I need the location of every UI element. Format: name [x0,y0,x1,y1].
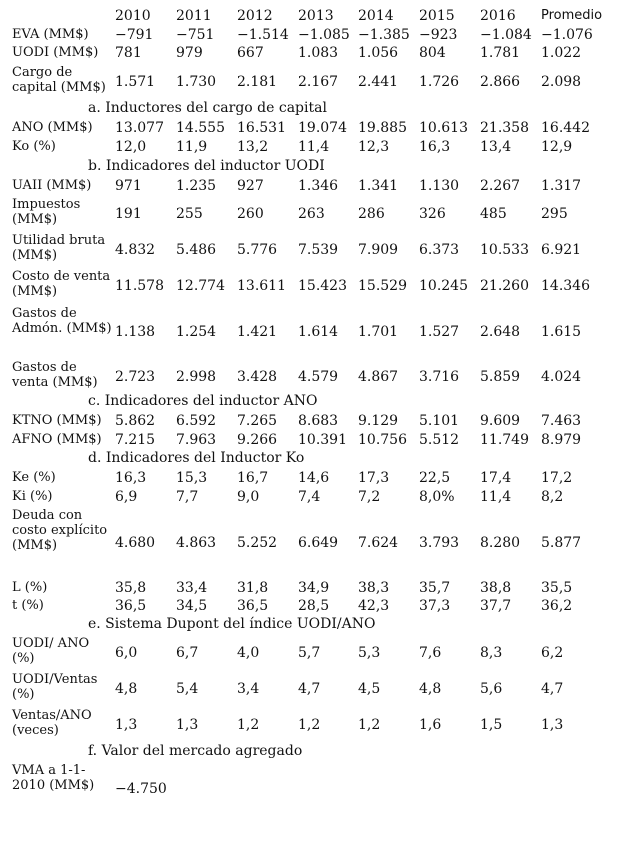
value-cell: 2.441 [358,74,399,90]
section-heading: d. Indicadores del Inductor Ko [88,450,305,466]
value-cell: 11.749 [480,432,529,448]
average-cell: 1.022 [541,45,582,61]
value-cell: 979 [176,45,203,61]
row-ktno-mm [0,412,617,430]
value-cell: 12,3 [358,139,390,155]
value-cell: 35,7 [419,580,451,596]
row-label: t (%) [12,598,44,613]
value-cell: 4.832 [115,242,156,258]
value-cell: 37,3 [419,598,451,614]
row-cargo-de-capital-mm [0,64,617,100]
row-afno-mm [0,431,617,449]
value-cell: 9.609 [480,413,521,429]
value-cell: −4.750 [115,781,167,797]
value-cell: 5.512 [419,432,460,448]
value-cell: 1.726 [419,74,460,90]
average-cell: 2.098 [541,74,582,90]
value-cell: 6.373 [419,242,460,258]
value-cell: 1,2 [298,717,321,733]
value-cell: 5.859 [480,369,521,385]
value-cell: 1.254 [176,324,217,340]
value-cell: 1.730 [176,74,217,90]
row-costo-de-venta-mm [0,268,617,304]
year-header: 2012 [237,8,273,24]
value-cell: 1,5 [480,717,503,733]
year-header: 2013 [298,8,334,24]
value-cell: 35,8 [115,580,147,596]
row-vma-a-1-1-2010-mm [0,762,617,816]
value-cell: 38,8 [480,580,512,596]
value-cell: 42,3 [358,598,390,614]
section-heading: b. Indicadores del inductor UODI [88,158,325,174]
row-label: L (%) [12,580,48,595]
value-cell: 2.998 [176,369,217,385]
row-label: UODI (MM$) [12,45,99,60]
value-cell: 2.723 [115,369,156,385]
value-cell: 781 [115,45,142,61]
value-cell: 5.252 [237,535,278,551]
value-cell: 4.680 [115,535,156,551]
value-cell: 4.579 [298,369,339,385]
section-heading: e. Sistema Dupont del índice UODI/ANO [88,616,376,632]
value-cell: 2.267 [480,178,521,194]
value-cell: 4.867 [358,369,399,385]
value-cell: −923 [419,27,458,43]
row-utilidad-bruta-mm [0,232,617,268]
value-cell: 6.592 [176,413,217,429]
row-label: Deuda con costo explícito (MM$) [12,508,108,553]
value-cell: 10.245 [419,278,468,294]
year-header: 2010 [115,8,151,24]
value-cell: 804 [419,45,446,61]
value-cell: 1.235 [176,178,217,194]
row-label: KTNO (MM$) [12,413,102,428]
value-cell: 3,4 [237,681,260,697]
row-label: Cargo de capital (MM$) [12,65,106,95]
row-uodi-ventas [0,671,617,707]
value-cell: 1,3 [176,717,199,733]
value-cell: 12,0 [115,139,147,155]
value-cell: 1.614 [298,324,339,340]
average-cell: 36,2 [541,598,573,614]
average-cell: 16.442 [541,120,590,136]
value-cell: 1.346 [298,178,339,194]
value-cell: 13,2 [237,139,269,155]
value-cell: 1.083 [298,45,339,61]
value-cell: 2.866 [480,74,521,90]
header-row [0,8,617,26]
value-cell: 7,2 [358,489,381,505]
row-ventas-ano-veces [0,707,617,743]
row-ke [0,469,617,487]
value-cell: 971 [115,178,142,194]
value-cell: 6,7 [176,645,199,661]
section-heading: a. Inductores del cargo de capital [88,100,327,116]
value-cell: 15.423 [298,278,347,294]
row-ko [0,138,617,156]
row-gastos-de-admon-mm [0,305,617,359]
value-cell: 8,0% [419,489,455,505]
value-cell: 485 [480,206,507,222]
value-cell: 7,7 [176,489,199,505]
value-cell: 36,5 [115,598,147,614]
row-label: EVA (MM$) [12,27,89,42]
value-cell: 14.555 [176,120,225,136]
value-cell: 1.341 [358,178,399,194]
year-header: 2011 [176,8,212,24]
value-cell: 11,4 [480,489,512,505]
average-cell: 14.346 [541,278,590,294]
value-cell: 13.611 [237,278,286,294]
value-cell: 7.624 [358,535,399,551]
row-l [0,579,617,597]
value-cell: 1,2 [358,717,381,733]
value-cell: 667 [237,45,264,61]
value-cell: 263 [298,206,325,222]
value-cell: 16.531 [237,120,286,136]
value-cell: −1.084 [480,27,532,43]
value-cell: 19.885 [358,120,407,136]
value-cell: 1.138 [115,324,156,340]
row-label: Impuestos (MM$) [12,197,81,227]
value-cell: 1,3 [115,717,138,733]
value-cell: 1.421 [237,324,278,340]
value-cell: 13.077 [115,120,164,136]
value-cell: 1,2 [237,717,260,733]
average-cell: 6,2 [541,645,564,661]
value-cell: 5.862 [115,413,156,429]
row-t [0,597,617,615]
row-uodi-mm [0,44,617,62]
value-cell: 927 [237,178,264,194]
average-cell: 17,2 [541,470,573,486]
section-heading: c. Indicadores del inductor ANO [88,393,318,409]
value-cell: 4,0 [237,645,260,661]
value-cell: 9,0 [237,489,260,505]
value-cell: 326 [419,206,446,222]
row-label: Ke (%) [12,470,56,485]
value-cell: 7.909 [358,242,399,258]
value-cell: 11.578 [115,278,164,294]
average-cell: 1,3 [541,717,564,733]
row-label: UODI/ ANO (%) [12,636,90,666]
value-cell: 1.701 [358,324,399,340]
value-cell: 4,5 [358,681,381,697]
value-cell: 38,3 [358,580,390,596]
value-cell: 1,6 [419,717,442,733]
value-cell: 11,9 [176,139,208,155]
value-cell: 13,4 [480,139,512,155]
row-label: ANO (MM$) [12,120,93,135]
value-cell: 5.776 [237,242,278,258]
row-label: Ventas/ANO (veces) [12,708,92,738]
average-cell: 8.979 [541,432,582,448]
average-cell: 4,7 [541,681,564,697]
value-cell: 10.533 [480,242,529,258]
average-cell: 5.877 [541,535,582,551]
row-label: UODI/Ventas (%) [12,672,98,702]
value-cell: 6.649 [298,535,339,551]
value-cell: −791 [115,27,154,43]
value-cell: 7.215 [115,432,156,448]
row-label: Ki (%) [12,489,53,504]
row-label: Costo de venta (MM$) [12,269,111,299]
value-cell: 34,9 [298,580,330,596]
value-cell: 5.101 [419,413,460,429]
value-cell: 10.756 [358,432,407,448]
row-gastos-de-venta-mm [0,359,617,395]
value-cell: 4,7 [298,681,321,697]
value-cell: 8,3 [480,645,503,661]
value-cell: 5,7 [298,645,321,661]
row-label: VMA a 1-1-2010 (MM$) [12,763,95,793]
value-cell: 14,6 [298,470,330,486]
value-cell: 8.683 [298,413,339,429]
row-label: Utilidad bruta (MM$) [12,233,106,263]
value-cell: 16,3 [115,470,147,486]
row-uaii-mm [0,177,617,195]
value-cell: 260 [237,206,264,222]
value-cell: 255 [176,206,203,222]
value-cell: 1.130 [419,178,460,194]
value-cell: −1.385 [358,27,410,43]
average-cell: −1.076 [541,27,593,43]
value-cell: 6,0 [115,645,138,661]
value-cell: 22,5 [419,470,451,486]
value-cell: 1.781 [480,45,521,61]
value-cell: 5,6 [480,681,503,697]
value-cell: 17,3 [358,470,390,486]
row-eva-mm [0,26,617,44]
value-cell: 19.074 [298,120,347,136]
average-cell: 8,2 [541,489,564,505]
row-label: Gastos de venta (MM$) [12,360,98,390]
value-cell: 16,3 [419,139,451,155]
value-cell: 31,8 [237,580,269,596]
value-cell: 4,8 [419,681,442,697]
row-label: UAII (MM$) [12,178,92,193]
average-cell: 6.921 [541,242,582,258]
average-cell: 1.615 [541,324,582,340]
average-cell: 4.024 [541,369,582,385]
row-uodi-ano [0,635,617,671]
row-impuestos-mm [0,196,617,232]
value-cell: −1.514 [237,27,289,43]
value-cell: 7,6 [419,645,442,661]
value-cell: −1.085 [298,27,350,43]
average-header: Promedio [541,8,603,23]
value-cell: 28,5 [298,598,330,614]
value-cell: 1.527 [419,324,460,340]
value-cell: 21.358 [480,120,529,136]
value-cell: 2.181 [237,74,278,90]
value-cell: 7.963 [176,432,217,448]
value-cell: 1.571 [115,74,156,90]
year-header: 2016 [480,8,516,24]
value-cell: 21.260 [480,278,529,294]
value-cell: 15.529 [358,278,407,294]
average-cell: 7.463 [541,413,582,429]
value-cell: 4.863 [176,535,217,551]
value-cell: 10.613 [419,120,468,136]
value-cell: 191 [115,206,142,222]
value-cell: 2.648 [480,324,521,340]
value-cell: 9.266 [237,432,278,448]
average-cell: 295 [541,206,568,222]
year-header: 2014 [358,8,394,24]
value-cell: 286 [358,206,385,222]
value-cell: 10.391 [298,432,347,448]
value-cell: 5,4 [176,681,199,697]
row-deuda-con-costo-explicito-mm [0,507,617,579]
value-cell: 16,7 [237,470,269,486]
value-cell: 17,4 [480,470,512,486]
value-cell: 34,5 [176,598,208,614]
value-cell: 33,4 [176,580,208,596]
row-label: Gastos de Admón. (MM$) [12,306,112,336]
value-cell: 8.280 [480,535,521,551]
value-cell: 3.716 [419,369,460,385]
value-cell: 2.167 [298,74,339,90]
value-cell: 7,4 [298,489,321,505]
value-cell: 7.265 [237,413,278,429]
average-cell: 12,9 [541,139,573,155]
row-ki [0,488,617,506]
average-cell: 1.317 [541,178,582,194]
section-heading: f. Valor del mercado agregado [88,743,303,759]
row-label: AFNO (MM$) [12,432,102,447]
value-cell: 1.056 [358,45,399,61]
value-cell: 6,9 [115,489,138,505]
row-ano-mm [0,119,617,137]
value-cell: 3.428 [237,369,278,385]
value-cell: 12.774 [176,278,225,294]
value-cell: 15,3 [176,470,208,486]
row-label: Ko (%) [12,139,56,154]
value-cell: 3.793 [419,535,460,551]
average-cell: 35,5 [541,580,573,596]
value-cell: 37,7 [480,598,512,614]
value-cell: 11,4 [298,139,330,155]
value-cell: 4,8 [115,681,138,697]
value-cell: 5.486 [176,242,217,258]
value-cell: 9.129 [358,413,399,429]
value-cell: 5,3 [358,645,381,661]
value-cell: 36,5 [237,598,269,614]
value-cell: −751 [176,27,215,43]
value-cell: 7.539 [298,242,339,258]
year-header: 2015 [419,8,455,24]
